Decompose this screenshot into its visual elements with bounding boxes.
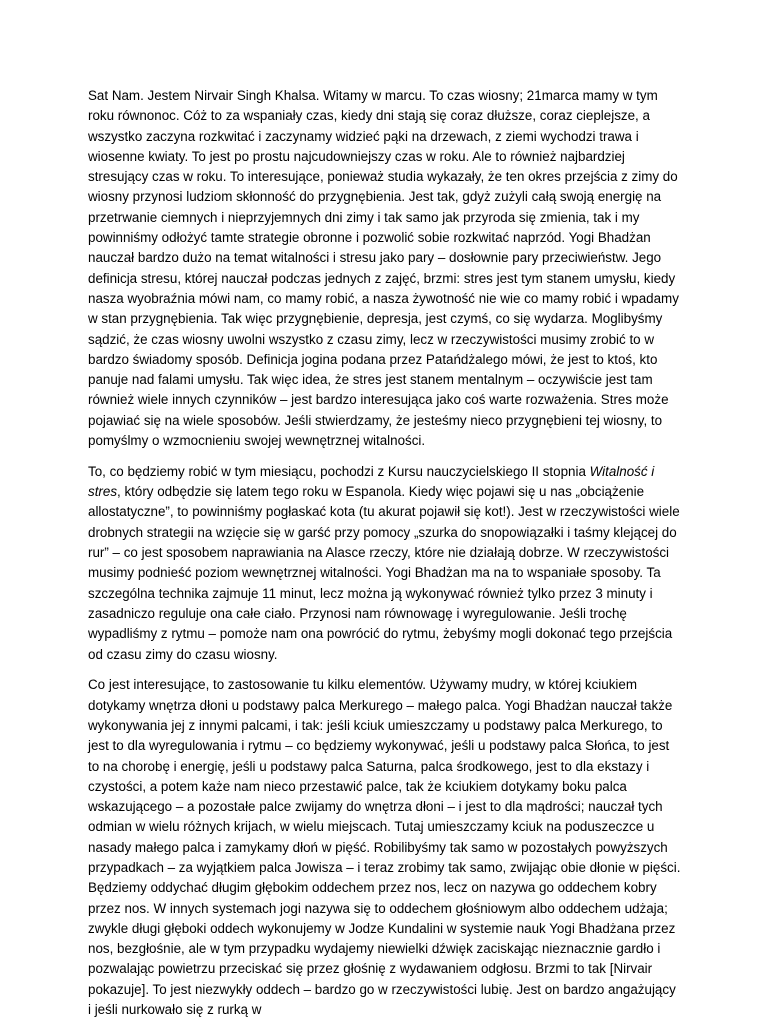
paragraph-2-text-end: , który odbędzie się latem tego roku w Espanola. Kiedy więc pojawi się u nas „obciążenie allostatyczne”, to powinniśmy pogłaskać kota (tu akurat pojawił się kot!). Jest w rzeczywistości wiele drobnych strategii na wzięcie się w garść przy pomocy „szurka do snopowiązałki i taśmy klejącej do rur” – co jest sposobem naprawiania na Alasce rzeczy, które nie działają dobrze. W rzeczywistości musimy podnieść poziom wewnętrznej witalności. Yogi Bhadżan ma na to wspaniałe sposoby. Ta szczególna technika zajmuje 11 minut, lecz można ją wykonywać również tylko przez 3 minuty i zasadniczo reguluje ona całe ciało. Przynosi nam równowagę i wyregulowanie. Jeśli trochę wypadliśmy z rytmu – pomoże nam ona powrócić do rytmu, żebyśmy mogli dokonać tego przejścia od czasu zimy do czasu wiosny. <box>88 484 680 662</box>
course-title-italic: Witalność i stres <box>88 463 655 500</box>
paragraph-2-text-start: To, co będziemy robić w tym miesiącu, pochodzi z Kursu nauczycielskiego II stopnia <box>88 463 590 479</box>
document-page <box>88 86 682 1031</box>
paragraph-3: Co jest interesujące, to zastosowanie tu kilku elementów. Używamy mudry, w której kciukiem dotykamy wnętrza dłoni u podstawy palca Merkurego – małego palca. Yogi Bhadżan nauczał także wykonywania jej z innymi palcami, i tak: jeśli kciuk umieszczamy u podstawy palca Merkurego, to jest to dla wyregulowania i rytmu – co będziemy wykonywać, jeśli u podstawy palca Słońca, to jest to na chorobę i energię, jeśli u podstawy palca Saturna, palca środkowego, jest to dla ekstazy i czystości, a potem każe nam nieco przestawić palce, tak że kciukiem dotykamy boku palca wskazującego – a pozostałe palce zwijamy do wnętrza dłoni – i jest to dla mądrości; nauczał tych odmian w wielu różnych krijach, w wielu miejscach. Tutaj umieszczamy kciuk na poduszeczce u nasady małego palca i zamykamy dłoń w pięść. Robilibyśmy tak samo w pozostałych powyższych przypadkach – za wyjątkiem palca Jowisza – i teraz zrobimy tak samo, zwijając obie dłonie w pięści. Będziemy oddychać długim głębokim oddechem przez nos, lecz on nazywa go oddechem kobry przez nos. W innych systemach jogi nazywa się to oddechem głośniowym albo oddechem udżaja; zwykle długi głęboki oddech wykonujemy w Jodze Kundalini w systemie nauk Yogi Bhadżana przez nos, bezgłośnie, ale w tym przypadku wydajemy niewielki dźwięk zaciskając nieznacznie gardło i pozwalając powietrzu przeciskać się przez głośnię z wydawaniem odgłosu. Brzmi to tak [Nirvair pokazuje]. To jest niezwykły oddech – bardzo go w rzeczywistości lubię. Jest on bardzo angażujący i jeśli nurkowało się z rurką w <box>88 677 681 1018</box>
paragraph-2 <box>88 462 682 665</box>
paragraph-1: Sat Nam. Jestem Nirvair Singh Khalsa. Witamy w marcu. To czas wiosny; 21marca mamy w tym roku równonoc. Cóż to za wspaniały czas, kiedy dni stają się coraz dłuższe, coraz cieplejsze, a wszystko zaczyna rozkwitać i zaczynamy widzieć pąki na drzewach, z ziemi wychodzi trawa i wiosenne kwiaty. To jest po prostu najcudowniejszy czas w roku. Ale to również najbardziej stresujący czas w roku. To interesujące, ponieważ studia wykazały, że ten okres przejścia z zimy do wiosny przynosi ludziom skłonność do przygnębienia. Jest tak, gdyż zużyli całą swoją energię na przetrwanie ciemnych i nieprzyjemnych dni zimy i tak samo jak przyroda się zmienia, tak i my powinniśmy odłożyć tamte strategie obronne i pozwolić sobie rozkwitać naprzód. Yogi Bhadżan nauczał bardzo dużo na temat witalności i stresu jako pary – dosłownie pary przeciwieństw. Jego definicja stresu, której nauczał podczas jednych z zajęć, brzmi: stres jest tym stanem umysłu, kiedy nasza wyobraźnia mówi nam, co mamy robić, a nasza żywotność nie wie co mamy robić i wpadamy w stan przygnębienia. Tak więc przygnębienie, depresja, jest czymś, co się wydarza. Moglibyśmy sądzić, że czas wiosny uwolni wszystko z czasu zimy, lecz w rzeczywistości musimy zrobić to w bardzo świadomy sposób. Definicja jogina podana przez Patańdżalego mówi, że jest to ktoś, kto panuje nad falami umysłu. Tak więc idea, że stres jest stanem mentalnym – oczywiście jest tam również wiele innych czynników – jest bardzo interesująca jako coś warte rozważenia. Stres może pojawiać się na wiele sposobów. Jeśli stwierdzamy, że jesteśmy nieco przygnębieni tej wiosny, to pomyślmy o wzmocnieniu swojej wewnętrznej witalności. <box>88 88 679 449</box>
